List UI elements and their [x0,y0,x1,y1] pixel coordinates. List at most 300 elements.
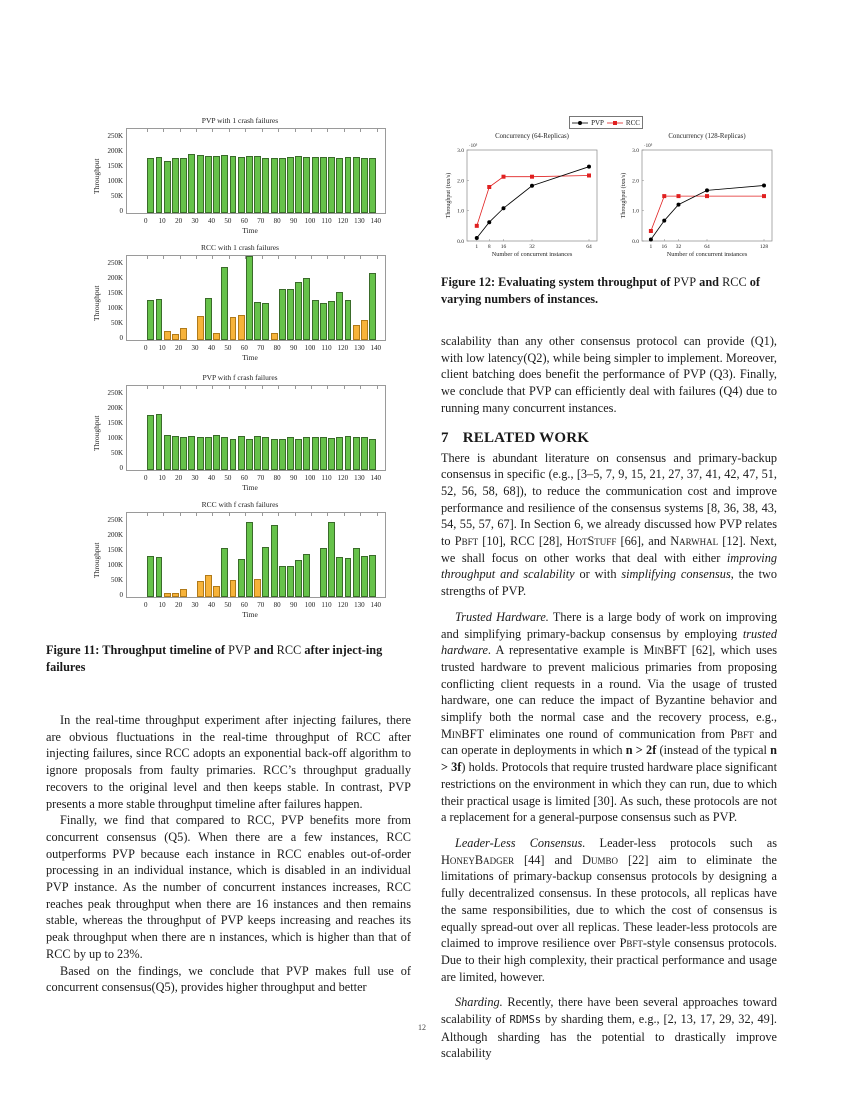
x-axis-label: Time [242,610,258,619]
x-tick-label: 60 [240,601,248,609]
svg-text:3.0: 3.0 [632,148,639,154]
bar [164,435,171,470]
bar [213,333,220,340]
tick-mark [327,129,328,132]
x-tick-label: 10 [158,344,166,352]
x-tick-label: 100 [304,344,316,352]
bar [254,579,261,597]
bar [271,333,278,341]
y-tick-label: 200K [107,531,123,539]
bar [246,522,253,597]
bar [369,439,376,471]
bar [320,437,327,470]
tick-mark [229,256,230,259]
rcc-legend-marker-icon [607,120,623,126]
x-tick-label: 130 [354,601,365,609]
plot-area [126,255,386,341]
bar [246,439,253,470]
bar [172,593,179,597]
x-tick-label: 80 [273,344,281,352]
bar [328,522,335,597]
tick-mark [196,513,197,516]
tick-mark [245,386,246,389]
x-tick-label: 140 [370,217,382,225]
tick-mark [163,513,164,516]
bar-chart-panel [90,500,390,625]
tick-mark [163,386,164,389]
page-number: 12 [418,1023,426,1032]
bar [279,439,286,470]
x-tick-label: 0 [143,217,148,225]
x-tick-label: 10 [158,474,166,482]
bar [279,158,286,213]
bar [205,575,212,597]
bar [180,328,187,340]
bar [262,437,269,470]
plot-area [126,385,386,471]
bar [353,157,360,213]
bar [279,289,286,340]
svg-text:Throughput (txn/s): Throughput (txn/s) [446,172,452,219]
x-tick-label: 10 [158,601,166,609]
tick-mark [278,129,279,132]
x-tick-label: 30 [191,601,199,609]
bar [271,525,278,597]
x-tick-label: 40 [207,601,215,609]
x-axis-label: Time [242,353,258,362]
tick-mark [180,129,181,132]
bar [353,325,360,340]
bar-chart-panel [90,373,390,498]
section-heading: 7 RELATED WORK [441,429,590,446]
x-tick-label: 130 [354,344,365,352]
y-tick-label: 0 [119,207,123,215]
bar [336,557,343,597]
bar [197,155,204,213]
svg-text:32: 32 [675,244,682,250]
tick-mark [327,256,328,259]
bar [147,415,154,471]
line-chart [441,128,621,268]
bar [295,439,302,471]
tick-mark [360,256,361,259]
y-tick-label: 250K [107,259,123,267]
y-tick-label: 100K [107,177,123,185]
tick-mark [360,129,361,132]
tick-mark [212,513,213,516]
x-tick-label: 80 [273,601,281,609]
bar [328,301,335,340]
bar [246,256,253,340]
chart-title: PVP with 1 crash failures [201,116,279,125]
bar [221,267,228,341]
svg-text:64: 64 [704,244,710,250]
tick-mark [360,513,361,516]
line-chart-panel [606,128,786,273]
bar [303,157,310,213]
bar [188,154,195,213]
bar [361,320,368,340]
paragraph: Trusted Hardware. There is a large body of work on improving and simplifying primary-backup consensus by employing trusted hardware. A representative example is MinBFT [62], which uses trusted hardware to prevent malicious primaries from proposing conflicting client requests in a round. Via the usage of trusted hardware, one can reduce the impact of Byzantine behavior and simplify both the normal case and the recovery process, e.g., MinBFT eliminates one round of communication from Pbft and can operate in deployments in which n > 2f (instead of the typical n > 3f) holds. Protocols that require trusted hardware place significant restrictions on the environment in which they can run, due to which their practical usage is limited [30]. As such, these protocols are not a replacement for a general-purpose consensus such as PVP. [441,609,778,825]
bar [213,586,220,597]
y-tick-label: 100K [107,561,123,569]
x-tick-label: 110 [321,601,332,609]
bar [172,334,179,340]
bar [303,554,310,597]
bar [180,158,187,214]
tick-mark [377,256,378,259]
x-tick-label: 50 [224,217,232,225]
x-tick-label: 40 [207,344,215,352]
y-tick-label: 200K [107,274,123,282]
tick-mark [360,386,361,389]
bar [320,157,327,213]
bar [353,548,360,598]
x-tick-label: 90 [290,474,298,482]
x-tick-label: 70 [257,344,265,352]
x-tick-label: 110 [321,474,332,482]
x-tick-label: 10 [158,217,166,225]
bar [147,300,154,341]
x-tick-label: 60 [240,217,248,225]
svg-text:1.0: 1.0 [457,208,464,215]
tick-mark [163,256,164,259]
bar [287,566,294,598]
y-tick-label: 50K [110,449,123,457]
bar [279,566,286,598]
figure-11-caption: Figure 11: Throughput timeline of PVP and RCC after inject-ing failures [46,643,383,674]
line-chart-panel [441,128,621,273]
x-tick-label: 40 [207,474,215,482]
tick-mark [295,513,296,516]
x-tick-label: 30 [191,474,199,482]
chart-legend: PVP RCC [569,116,643,129]
x-tick-label: 80 [273,217,281,225]
bar [172,158,179,214]
y-tick-label: 100K [107,304,123,312]
svg-text:1.0: 1.0 [632,208,639,215]
tick-mark [196,386,197,389]
y-axis-label: Throughput [92,158,101,194]
y-axis-label: Throughput [92,285,101,321]
bar [353,437,360,470]
bar [230,156,237,213]
tick-mark [311,256,312,259]
paragraph: There is abundant literature on consensus and primary-backup consensus in specific (e.g., [3–5, 7, 9, 15, 21, 27, 37, 41, 42, 47, 51, 52, 56, 58, 68]), to reduce the communication cost and improve performance and resilience of the consensus systems [8, 36, 38, 43, 54, 55, 57, 67]. In Section 6, we already discussed how PVP relates to Pbft [10], RCC [28], HotStuff [66], and Narwhal [12]. Next, we shall focus on other works that deal with either improving throughput and scalability or with simplifying consensus, the two strengths of PVP. [441,450,778,599]
bar [180,437,187,470]
svg-text:Number of concurrent instances: Number of concurrent instances [666,251,748,258]
bar [205,437,212,470]
bar [312,300,319,340]
tick-mark [245,513,246,516]
bar [295,560,302,598]
y-tick-label: 250K [107,516,123,524]
x-tick-label: 60 [240,344,248,352]
bar [328,157,335,213]
tick-mark [295,256,296,259]
svg-text:·10⁵: ·10⁵ [469,144,478,149]
paragraph: Finally, we find that compared to RCC, PVP benefits more from concurrent consensus (Q5). When there are a few instances, RCC outperforms PVP because each instance in RCC enables out-of-order processing in an individual instance, which is disabled in an individual PVP instance. As the number of concurrent instances increases, RCC reaches peak throughput when there are 16 instances and then remains stable, whereas the throughput of PVP keeps increasing and reaches its peak throughput when there are n instances, which is higher than that of RCC by up to 23%. [46,813,411,961]
bar [238,436,245,470]
bar [238,559,245,597]
tick-mark [147,256,148,259]
tick-mark [344,386,345,389]
bar [147,158,154,214]
svg-text:Concurrency (128-Replicas): Concurrency (128-Replicas) [668,133,746,140]
paragraph: In the real-time throughput experiment after injecting failures, there are obvious fluctuations in the real-time throughput of RCC after injecting failures, since RCC adopts an exponential back-off algorithm to ignore proposals from faulty primaries. RCC’s throughput gradually recovers to the original level and then keeps stable. In contrast, PVP presents a more stable throughput timeline after failures happen. [46,713,411,811]
bar [254,436,261,470]
tick-mark [180,513,181,516]
bar [164,331,171,340]
svg-text:128: 128 [759,244,769,250]
svg-text:16: 16 [661,244,667,250]
x-tick-label: 110 [321,344,332,352]
y-axis-label: Throughput [92,415,101,451]
y-tick-label: 150K [107,419,123,427]
tick-mark [229,386,230,389]
bar [295,282,302,341]
tick-mark [311,129,312,132]
bar [336,292,343,340]
tick-mark [327,386,328,389]
tick-mark [163,129,164,132]
bar [238,157,245,213]
y-tick-label: 250K [107,132,123,140]
x-tick-label: 20 [175,217,183,225]
tick-mark [147,129,148,132]
x-tick-label: 140 [370,344,382,352]
svg-text:·10⁵: ·10⁵ [644,144,653,149]
y-tick-label: 50K [110,192,123,200]
bar [303,278,310,340]
tick-mark [344,129,345,132]
bar [271,158,278,214]
bar [336,437,343,470]
bar [254,302,261,340]
bar [180,589,187,597]
x-tick-label: 30 [191,217,199,225]
plot-area [126,128,386,214]
svg-text:0.0: 0.0 [632,239,639,245]
bar [205,156,212,213]
x-tick-label: 140 [370,474,382,482]
tick-mark [212,386,213,389]
bar [345,558,352,597]
x-tick-label: 50 [224,474,232,482]
tick-mark [295,386,296,389]
x-tick-label: 20 [175,344,183,352]
svg-text:1: 1 [475,244,479,250]
bar-chart-panel [90,243,390,368]
x-tick-label: 120 [337,601,349,609]
bar [205,298,212,340]
bar [345,436,352,470]
tick-mark [262,513,263,516]
tick-mark [262,129,263,132]
bar [213,435,220,470]
chart-title: RCC with 1 crash failures [201,243,279,252]
y-tick-label: 0 [119,334,123,342]
y-tick-label: 250K [107,389,123,397]
bar [197,316,204,340]
bar [197,581,204,598]
tick-mark [278,256,279,259]
bar [369,555,376,597]
tick-mark [262,386,263,389]
x-tick-label: 80 [273,474,281,482]
svg-text:1: 1 [649,244,653,250]
svg-text:16: 16 [500,244,507,250]
x-tick-label: 70 [257,474,265,482]
svg-text:3.0: 3.0 [457,148,464,154]
x-tick-label: 100 [304,217,316,225]
y-tick-label: 0 [119,591,123,599]
bar [156,414,163,470]
tick-mark [327,513,328,516]
bar [369,158,376,214]
paragraph: scalability than any other consensus protocol can provide (Q1), with low latency(Q2), while being simpler to implement. Moreover, client batching does benefit the performance of PVP (Q3). Finally, we conclude that PVP can efficiently deal with failures (Q4) due to running many concurrent instances. [441,334,777,415]
bar [361,158,368,213]
y-tick-label: 200K [107,147,123,155]
right-body-text [441,333,777,1062]
bar [345,300,352,340]
x-tick-label: 90 [290,601,298,609]
bar [287,437,294,470]
bar [254,156,261,213]
x-tick-label: 120 [337,344,349,352]
tick-mark [295,129,296,132]
bar [336,158,343,213]
x-tick-label: 120 [337,217,349,225]
x-tick-label: 50 [224,601,232,609]
bar [230,317,237,340]
svg-text:2.0: 2.0 [632,178,639,185]
tick-mark [212,129,213,132]
bar [312,157,319,213]
tick-mark [196,129,197,132]
tick-mark [344,513,345,516]
bar [361,556,368,597]
plot-area [126,512,386,598]
y-tick-label: 150K [107,289,123,297]
tick-mark [262,256,263,259]
bar-chart-panel [90,116,390,241]
bar [164,161,171,213]
tick-mark [180,256,181,259]
paragraph: Based on the findings, we conclude that PVP makes full use of concurrent consensus(Q5), provides higher throughput and better [46,963,411,995]
tick-mark [229,129,230,132]
bar [230,439,237,470]
bar [213,156,220,213]
svg-text:0.0: 0.0 [457,239,464,245]
x-tick-label: 40 [207,217,215,225]
bar [238,315,245,341]
tick-mark [311,513,312,516]
tick-mark [245,256,246,259]
bar [345,157,352,213]
bar [287,157,294,213]
x-tick-label: 20 [175,601,183,609]
y-tick-label: 50K [110,319,123,327]
tick-mark [196,256,197,259]
bar [303,437,310,470]
svg-text:8: 8 [487,244,491,250]
x-tick-label: 130 [354,474,365,482]
bar [147,556,154,597]
y-tick-label: 0 [119,464,123,472]
x-tick-label: 100 [304,601,316,609]
bar [221,437,228,470]
x-tick-label: 50 [224,344,232,352]
x-tick-label: 20 [175,474,183,482]
bar [262,158,269,214]
x-tick-label: 130 [354,217,365,225]
x-tick-label: 90 [290,344,298,352]
bar [295,156,302,213]
bar [188,436,195,470]
x-tick-label: 0 [143,474,148,482]
svg-text:32: 32 [529,244,535,250]
bar [246,156,253,213]
tick-mark [377,386,378,389]
tick-mark [147,513,148,516]
tick-mark [147,386,148,389]
x-tick-label: 0 [143,344,148,352]
svg-text:64: 64 [586,244,592,250]
x-axis-label: Time [242,226,258,235]
tick-mark [180,386,181,389]
bar [262,303,269,340]
bar [287,289,294,340]
left-body-text [46,712,411,996]
bar [320,548,327,597]
bar [361,437,368,470]
bar [197,437,204,470]
bar [320,303,327,340]
bar [156,299,163,340]
paragraph: Leader-Less Consensus. Leader-less protocols such as HoneyBadger [44] and Dumbo [22] aim to eliminate the limitations of primary-backup consensus protocols by designing a fully decentralized consensus. In these protocols, all replicas have the same responsibilities, due to which the cost of consensus is equally spread-out over all replicas. These leader-less protocols are claimed to improve resilience over Pbft-style consensus protocols. Due to their high complexity, their practical performance and usage are limited, however. [441,835,777,984]
paragraph: Sharding. Recently, there have been several approaches toward scalability of RDMSs by sharding them, e.g., [2, 13, 17, 29, 32, 49]. Although sharding has the potential to drastically improve scalability [441,995,777,1061]
x-tick-label: 120 [337,474,349,482]
bar [156,557,163,597]
pvp-legend-marker-icon [572,120,588,126]
bar [328,438,335,470]
tick-mark [377,129,378,132]
x-tick-label: 70 [257,217,265,225]
svg-text:Throughput (txn/s): Throughput (txn/s) [621,172,627,219]
y-axis-label: Throughput [92,542,101,578]
tick-mark [245,129,246,132]
x-tick-label: 90 [290,217,298,225]
x-tick-label: 0 [143,601,148,609]
chart-title: PVP with f crash failures [202,373,278,382]
y-tick-label: 100K [107,434,123,442]
tick-mark [377,513,378,516]
y-tick-label: 150K [107,546,123,554]
x-tick-label: 140 [370,601,382,609]
y-tick-label: 150K [107,162,123,170]
chart-title: RCC with f crash failures [201,500,279,509]
tick-mark [212,256,213,259]
y-tick-label: 200K [107,404,123,412]
bar [230,580,237,597]
x-tick-label: 110 [321,217,332,225]
tick-mark [278,386,279,389]
bar [221,155,228,213]
bar [172,436,179,471]
bar [312,437,319,470]
bar [262,547,269,597]
